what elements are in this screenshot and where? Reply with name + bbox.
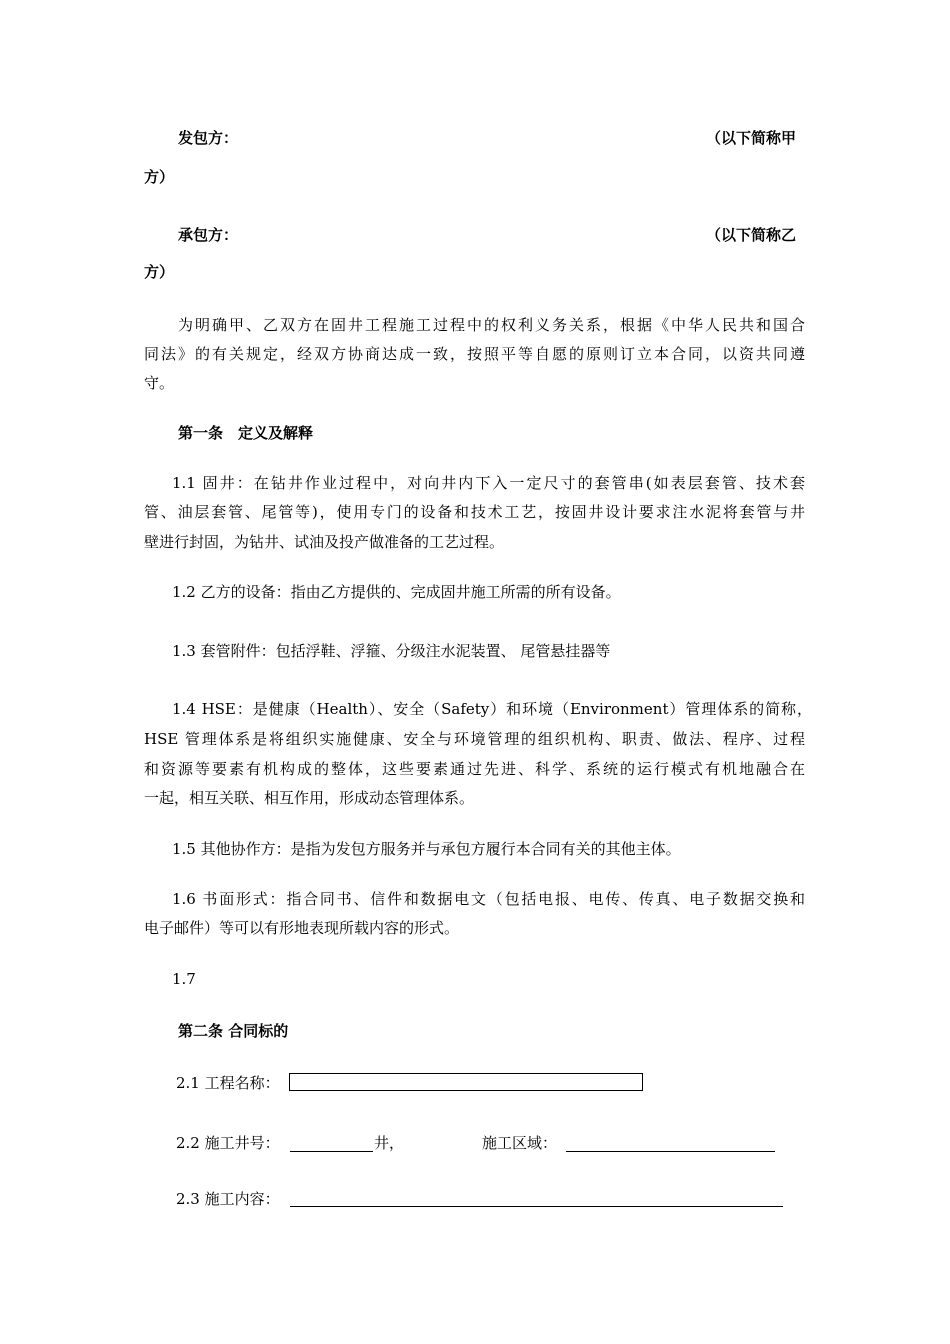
well-number-field[interactable] [290, 1151, 373, 1152]
clause-1-6-line-1: 1.6 书面形式：指合同书、信件和数据电文（包括电报、电传、传真、电子数据交换和 [172, 890, 805, 908]
clause-1-4-line-4: 一起，相互关联、相互作用，形成动态管理体系。 [144, 789, 475, 807]
project-name-field[interactable] [289, 1073, 643, 1091]
area-label: 施工区域： [482, 1134, 558, 1152]
clause-1-6-line-2: 电子邮件）等可以有形地表现所载内容的形式。 [144, 919, 460, 937]
clause-1-2: 1.2 乙方的设备：指由乙方提供的、完成固井施工所需的所有设备。 [172, 583, 621, 601]
well-unit: 井， [374, 1134, 405, 1152]
clause-1-4-line-2: HSE 管理体系是将组织实施健康、安全与环境管理的组织机构、职责、做法、程序、过程 [144, 730, 805, 748]
contractor-label: 承包方： [178, 226, 239, 244]
clause-1-3: 1.3 套管附件：包括浮鞋、浮箍、分级注水泥装置、 尾管悬挂器等 [172, 642, 611, 660]
intro-line-1: 为明确甲、乙双方在固井工程施工过程中的权利义务关系，根据《中华人民共和国合 [178, 316, 805, 334]
clause-1-4-line-1: 1.4 HSE：是健康（Health）、安全（Safety）和环境（Environment）管理体系的简称， [172, 700, 812, 718]
clause-1-4-line-3: 和资源等要素有机构成的整体，这些要素通过先进、科学、系统的运行模式有机地融合在 [144, 760, 805, 778]
clause-1-7: 1.7 [172, 970, 196, 988]
clause-2-2-label: 2.2 施工井号： [176, 1134, 280, 1152]
work-content-field[interactable] [290, 1206, 783, 1207]
employer-alias-end: 方） [144, 168, 175, 186]
clause-1-5: 1.5 其他协作方：是指为发包方服务并与承包方履行本合同有关的其他主体。 [172, 840, 681, 858]
clause-2-1-label: 2.1 工程名称： [176, 1074, 280, 1092]
clause-1-1-line-1: 1.1 固井：在钻井作业过程中，对向井内下入一定尺寸的套管串(如表层套管、技术套 [172, 474, 805, 492]
intro-line-2: 同法》的有关规定，经双方协商达成一致，按照平等自愿的原则订立本合同，以资共同遵 [144, 345, 805, 363]
clause-1-1-line-2: 管、油层套管、尾管等)，使用专门的设备和技术工艺，按固井设计要求注水泥将套管与井 [144, 503, 805, 521]
clause-1-1-line-3: 壁进行封固，为钻井、试油及投产做准备的工艺过程。 [144, 533, 505, 551]
article1-title: 第一条 定义及解释 [178, 424, 314, 442]
contractor-alias: （以下简称乙 [706, 226, 797, 244]
area-field[interactable] [566, 1151, 775, 1152]
clause-2-3-label: 2.3 施工内容： [176, 1190, 280, 1208]
intro-line-3: 守。 [144, 374, 175, 392]
employer-alias: （以下简称甲 [706, 129, 797, 147]
contractor-alias-end: 方） [144, 263, 175, 281]
article2-title: 第二条 合同标的 [178, 1022, 289, 1040]
employer-label: 发包方： [178, 129, 239, 147]
